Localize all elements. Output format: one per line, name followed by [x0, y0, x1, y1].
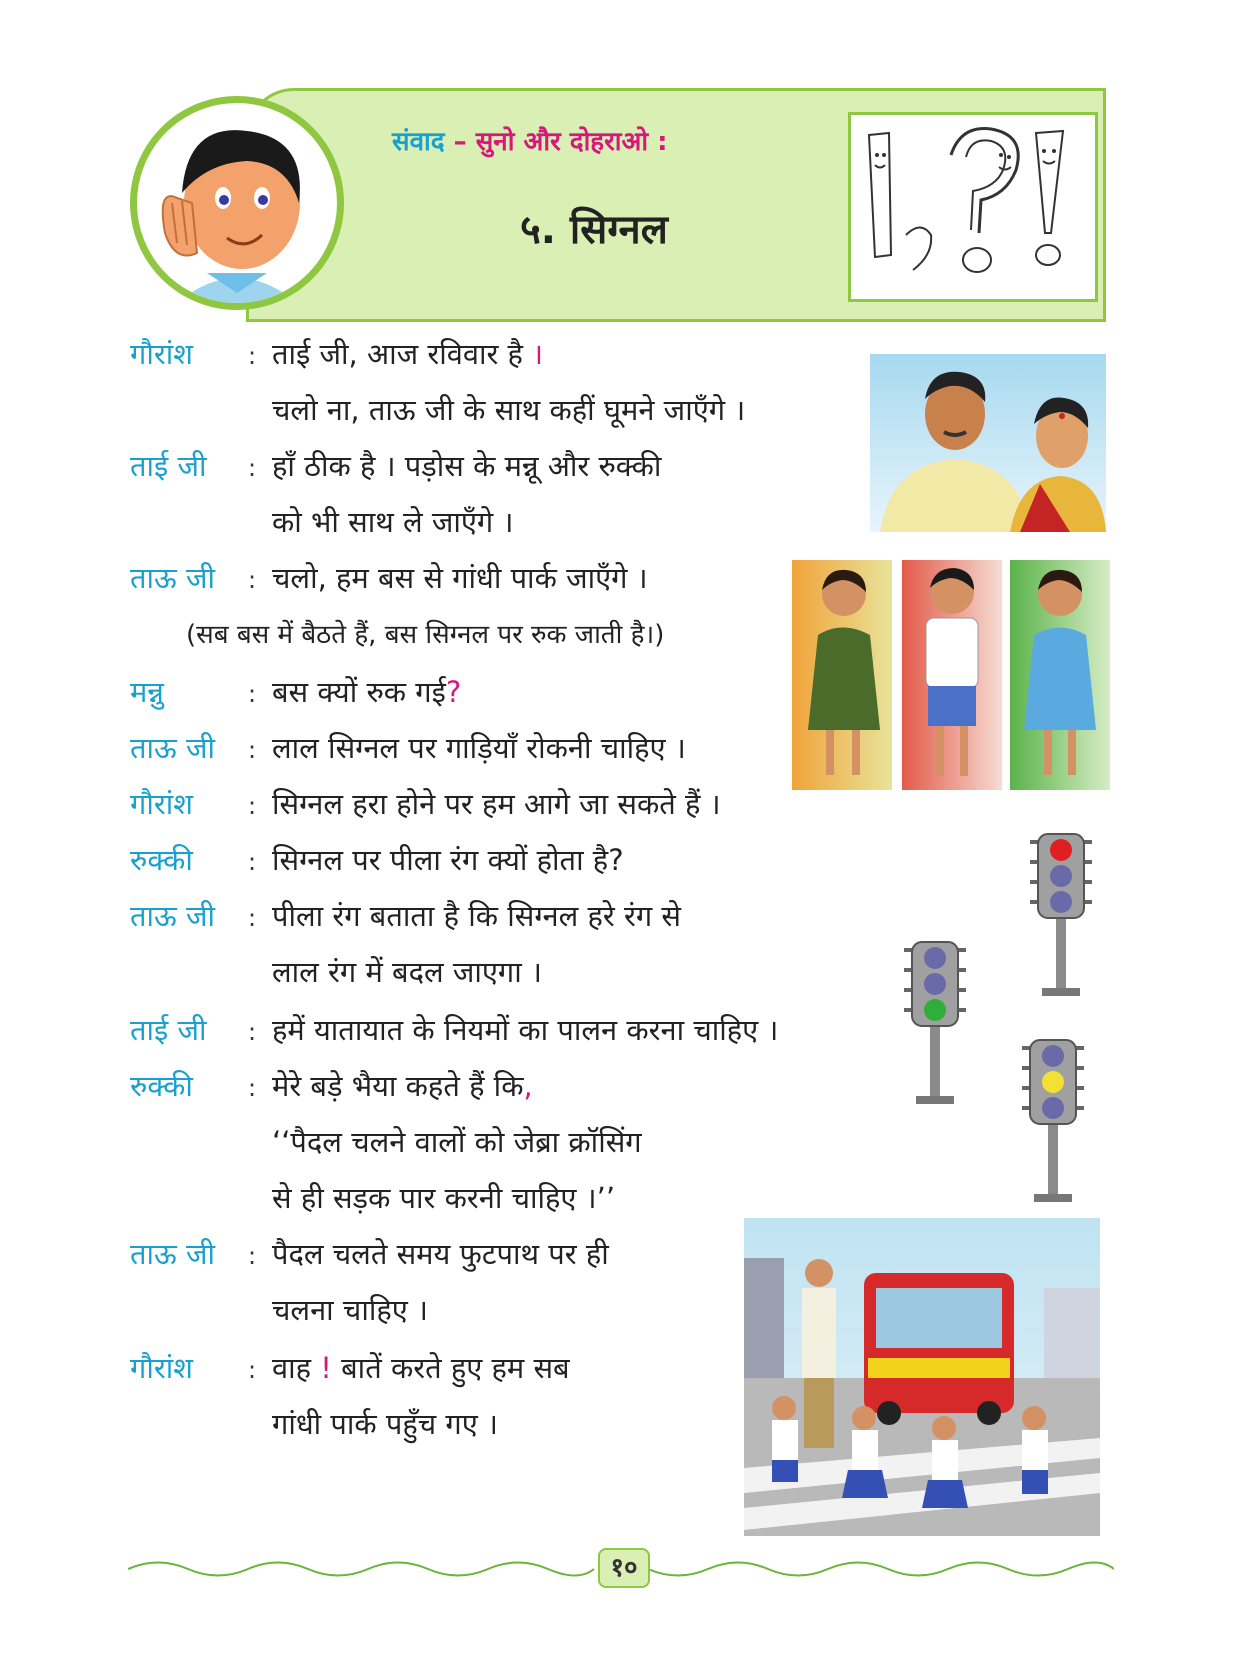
dialogue-line: चलो, हम बस से गांधी पार्क जाएँगे । — [272, 561, 648, 595]
speaker-tai-ji: ताई जी — [130, 449, 207, 483]
girl-green-uniform-icon — [792, 560, 892, 790]
speaker-rukki: रुक्की — [130, 843, 193, 877]
dialogue-line: हाँ ठीक है । पड़ोस के मन्नू और रुक्की — [272, 449, 662, 483]
dialogue-line: पीला रंग बताता है कि सिग्नल हरे रंग से — [272, 899, 681, 933]
lesson-title: ५. सिग्नल — [520, 207, 668, 253]
traffic-light-icon — [1008, 1034, 1098, 1204]
accent-mark: ? — [445, 675, 462, 709]
listening-boy-icon — [137, 103, 337, 303]
speaker-mannu: मन्नु — [130, 675, 164, 709]
girl-rukki-illustration — [792, 560, 892, 790]
dialogue-line: हमें यातायात के नियमों का पालन करना चाहिए । — [272, 1013, 779, 1047]
punctuation-characters-icon — [851, 115, 1095, 299]
traffic-signal-green — [890, 936, 980, 1106]
stage-direction: (सब बस में बैठते हैं, बस सिग्नल पर रुक जाती है।) — [186, 620, 665, 650]
speaker-tau-ji: ताऊ जी — [130, 731, 216, 765]
dialogue-line: लाल सिग्नल पर गाड़ियाँ रोकनी चाहिए । — [272, 731, 686, 765]
colon-separator: : — [248, 680, 257, 708]
girl-blue-uniform-icon — [1010, 560, 1110, 790]
subtitle-dash: – — [444, 127, 476, 157]
colon-separator: : — [248, 1074, 257, 1102]
dialogue-line: बस क्यों रुक गई? — [272, 675, 462, 709]
colon-separator: : — [248, 566, 257, 594]
traffic-light-icon — [890, 936, 980, 1106]
dialogue-line: वाह ! बातें करते हुए हम सब — [272, 1351, 570, 1385]
dialogue-line: लाल रंग में बदल जाएगा । — [272, 955, 542, 989]
zebra-crossing-illustration — [744, 1218, 1100, 1536]
accent-mark: ! — [320, 1351, 332, 1385]
boy-uniform-icon — [902, 560, 1002, 790]
couple-icon — [870, 354, 1106, 532]
colon-separator: : — [248, 736, 257, 764]
colon-separator: : — [248, 848, 257, 876]
colon-separator: : — [248, 792, 257, 820]
listening-boy-illustration — [130, 96, 344, 310]
speaker-gauransh: गौरांश — [130, 787, 193, 821]
colon-separator: : — [248, 342, 257, 370]
dialogue-line: चलना चाहिए । — [272, 1293, 428, 1327]
subtitle-dialogue-label: संवाद — [392, 127, 445, 157]
traffic-signal-red — [1016, 828, 1106, 998]
accent-mark: । — [532, 337, 544, 371]
dialogue-line: ताई जी, आज रविवार है । — [272, 337, 544, 371]
speaker-tau-ji: ताऊ जी — [130, 899, 216, 933]
subtitle-instruction: सुनो और दोहराओ : — [475, 127, 668, 157]
speaker-tai-ji: ताई जी — [130, 1013, 207, 1047]
dialogue-line: गांधी पार्क पहुँच गए । — [272, 1407, 498, 1441]
punctuation-marks-illustration — [848, 112, 1098, 302]
dialogue-line: सिग्नल हरा होने पर हम आगे जा सकते हैं । — [272, 787, 721, 821]
speaker-tau-ji: ताऊ जी — [130, 561, 216, 595]
page-number: १० — [598, 1548, 650, 1588]
section-subtitle — [392, 122, 668, 158]
speaker-gauransh: गौरांश — [130, 337, 193, 371]
colon-separator: : — [248, 1018, 257, 1046]
colon-separator: : — [248, 1242, 257, 1270]
dialogue-line: को भी साथ ले जाएँगे । — [272, 505, 514, 539]
girl-mannu-illustration — [1010, 560, 1110, 790]
dialogue-line: चलो ना, ताऊ जी के साथ कहीं घूमने जाएँगे । — [272, 393, 746, 427]
dialogue-line: से ही सड़क पार करनी चाहिए ।’’ — [272, 1181, 616, 1215]
dialogue-line: मेरे बड़े भैया कहते हैं कि, — [272, 1069, 533, 1103]
accent-mark: , — [523, 1069, 533, 1103]
speaker-rukki: रुक्की — [130, 1069, 193, 1103]
colon-separator: : — [248, 904, 257, 932]
colon-separator: : — [248, 1356, 257, 1384]
dialogue-line: ‘‘पैदल चलने वालों को जेब्रा क्रॉसिंग — [272, 1125, 642, 1159]
traffic-signal-yellow — [1008, 1034, 1098, 1204]
speaker-tau-ji: ताऊ जी — [130, 1237, 216, 1271]
dialogue-line: सिग्नल पर पीला रंग क्यों होता है? — [272, 843, 624, 877]
zebra-crossing-scene-icon — [744, 1218, 1100, 1536]
speaker-gauransh: गौरांश — [130, 1351, 193, 1385]
traffic-light-icon — [1016, 828, 1106, 998]
boy-gauransh-illustration — [902, 560, 1002, 790]
colon-separator: : — [248, 454, 257, 482]
dialogue-line: पैदल चलते समय फुटपाथ पर ही — [272, 1237, 609, 1271]
uncle-aunt-illustration — [870, 354, 1106, 532]
